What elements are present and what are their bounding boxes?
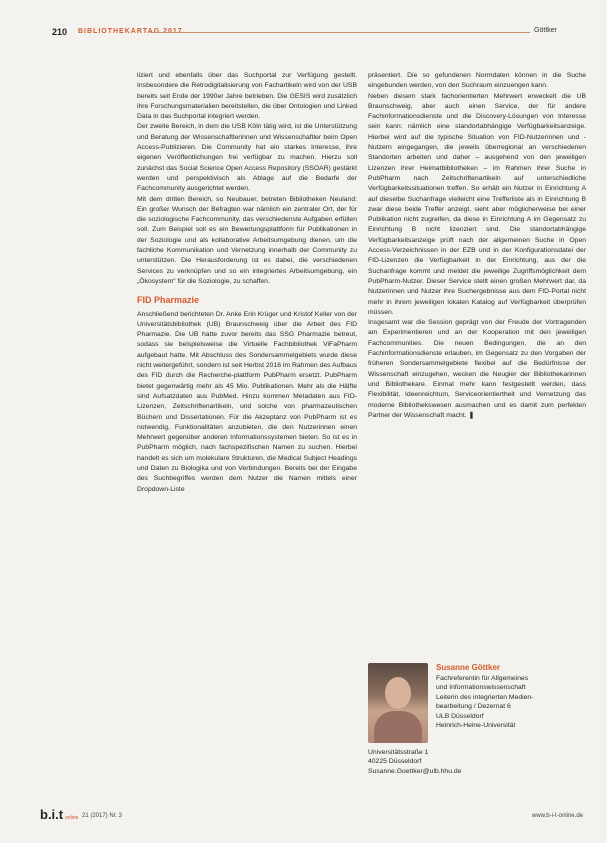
affiliation-line: Heinrich-Heine-Universität	[436, 722, 516, 730]
author-address	[368, 748, 586, 776]
website-link[interactable]: www.b-i-t-online.de	[531, 813, 583, 819]
logo-text: b.i.t	[40, 807, 64, 822]
author-email[interactable]: Susanne.Goettker@ulb.hhu.de	[368, 767, 462, 775]
header-rule	[150, 32, 557, 33]
page-number: 210	[52, 27, 68, 37]
photo-body-shape	[374, 711, 422, 743]
author-head: Göttker	[530, 27, 557, 34]
paragraph: Neben diesem stark fachorientierten Mehrwert erweckelt die UB Braunschweig, aber auch einen Service, der für andere Fachinformationsdienste und die Discovery-Lösungen von Interesse sein kann: nämlich eine standortabhängige Verfügbarkeitsanzeige. Hierbei wird auf die typische Situation von FID-Nutzerinnen und -Nutzern eingegangen, die jeweils überregional an verschiedenen Standorten arbeiten und daher – ausgehend von den jeweiligen Lizenzen ihrer Heimatbibliotheken – im Rahmen ihrer Suche in PubPharm nach Zeitschriftenartikeln auf unterschiedliche Verfügbarkeitssituationen treffen. So erhält ein Nutzer in Einrichtung A auf dieselbe Suchanfrage vielleicht eine Trefferliste als in Einrichtung B zwar diese beide Treffer anzeigt, sieht aber möglicherweise bei einer Publikation nicht zugreifen, da diese in Einrichtung A im Gegensatz zu Einrichtung B nicht lizenziert sind. Die standortabhängige Verfügbarkeitsanzeige prüft nach der allgemeinen Suche in Open Access-Verzeichnissen in der EZB und in der Konfigurationsdatei der FID-Lizenzen die Verfügbarkeit in der Einrichtung, aus der die Suchanfrage kommt und meldet die jeweilige Zugriffsmöglichkeit dem PubPharm-Nutzer. Dieser Service stellt einen großen Mehrwert dar, da Nutzerinnen und Nutzer ihre Suchergebnisse aus dem FID-Portal nicht mehr in ihrem jeweiligen lokalen Katalog auf Verfügbarkeit überprüfen müssen.	[368, 92, 586, 316]
issue-label: 21 (2017) Nr. 3	[82, 813, 123, 819]
affiliation-line: Fachreferentin für Allgemeines	[436, 675, 529, 682]
author-bio	[368, 663, 586, 797]
affiliation-line: und Informationswissenschaft	[436, 684, 526, 692]
photo-face-shape	[385, 677, 411, 709]
affiliation-line: bearbeitung / Dezernat 6	[436, 703, 511, 711]
author-photo	[368, 663, 428, 743]
paragraph: Mit dem dritten Bereich, so Neubauer, betreten Bibliotheken Neuland: Ein großer Wunsch der Befragten war nämlich ein zentraler Ort, der für die soziologische Fachcommunity, das verschiedenste Aufgaben erfüllen soll. Zum Beispiel soll es ein Bewertungsplattform für Publikationen in der Soziologie und als kollaborative Arbeitsumgebung dienen, um die fachliche Kommunikation und Vernetzung innerhalb der Community zu unterstützen. Die Herausforderung ist es dabei, die verschiedenen Services zu verknüpfen und so ein integriertes Arbeitsumgebung, ein „Ökosystem“ für die Soziologie, zu schaffen.	[137, 195, 357, 285]
address-line: Universitätsstraße 1	[368, 749, 429, 756]
left-column	[137, 71, 357, 495]
address-line: 40225 Düsseldorf	[368, 758, 422, 766]
author-name: Susanne Göttker	[436, 663, 501, 672]
paragraph: Insgesamt war die Session geprägt von der Freude der Vortragenden am Experimentieren und an der Kooperation mit den jeweiligen Fachcommunities. Die neuen Bedingungen, die an den Fachinformationsdienste erlauben, im Gegensatz zu den Vorgaben der früheren Sondersammelgebiete flexibel auf die Bedürfnisse der Wissenschaft einzugehen, wecken die Neugier der Bibliothekarinnen und Bibliothekare. Einmal mehr kann festgestellt werden, dass Flexibilität, Ideenreichtum, Serviceorientiertheit und Vernetzung das moderne Bibliothekswesen ausmachen und es damit zum perfekten Partner der Wissenschaft macht. ❚	[368, 319, 586, 419]
paragraph: Anschließend berichteten Dr. Anke Erin Krüger und Kristof Keller von der Universitätsbibliothek (UB) Braunschweig über die Arbeit des FID Pharmazie. Die UB hatte zuvor bereits das SSG Pharmazie betreut, sodass sie beispielsweise die Virtuelle Fachbibliothek ViFaPharm aufgebaut hatte. Mit Abschluss des Sondersammelgebiets wurde diese nicht weitergeführt, sondern ist seit Herbst 2016 im Rahmen des Aufbaus des FID durch die Recherche-plattform PubPharm ersetzt. PubPharm bietet gegenwärtig mehr als 45 Mio. Publikationen. Mehr als die Hälfte sind Aufsatzdaten aus PubMed. Hinzu kommen Metadaten aus FID-Lizenzen, Zeitschriftenartikeln, und solche von pharmazeutischen Büchern und Dissertationen. Für die Akzeptanz von PubPharm ist es notwendig, Funktionalitäten anzubieten, die den Nutzerinnen einen Mehrwert gegenüber anderen Informationssystemen bieten. So ist es in PubPharm möglich, nach fachspezifischen Namen zu suchen. Hierbei handelt es sich um molekulare Strukturen, die Medical Subject Headings und Daten zu Biologika und von Verbindungen. Bereits bei der Eingabe des Suchbegriffes werden dem Nutzer die Namen mittels einer Dropdown-Liste	[137, 310, 357, 493]
logo-suffix: online	[65, 815, 79, 821]
affiliation-line: Leiterin des integrierten Medien-	[436, 693, 534, 701]
author-affiliation	[436, 674, 586, 730]
bit-online-logo	[40, 807, 78, 822]
affiliation-line: ULB Düsseldorf	[436, 712, 484, 720]
paragraph: liziert und ebenfalls über das Suchportal zur Verfügung gestellt. Insbesondere die Retrodigitalisierung von Fachartikeln wird von der USB bereits seit Ende der 1990er Jahre betrieben. Die GESIS wird zusätzlich ihre Forschungsmaterialien bereitstellen, die über Ontologien und Linked Data in das Suchportal integriert werden.	[137, 72, 357, 121]
paragraph: Der zweite Bereich, in dem die USB Köln tätig wird, ist die Unterstützung und Beratung der Wissenschaftlerinnen und Wissenschaftler beim Open Access-Publizieren. Die Community hat ein starkes Interesse, ihre eigenen Veröffentlichungen frei verfügbar zu machen. Hierzu soll zunächst das Social Science Open Access Repository (SSOAR) gestärkt werden und perspektivisch als Ablage auf die Bedarfe der Fachcommunity ausgerichtet werden.	[137, 123, 357, 193]
right-column	[368, 71, 586, 421]
running-head: BIBLIOTHEKARTAG 2017	[78, 28, 183, 35]
footer	[40, 809, 583, 823]
section-heading: FID Pharmazie	[137, 295, 200, 306]
paragraph: präsentiert. Die so gefundenen Normdaten können in die Suche eingebunden werden, von den Suchraum einzuengen kann.	[368, 72, 586, 90]
